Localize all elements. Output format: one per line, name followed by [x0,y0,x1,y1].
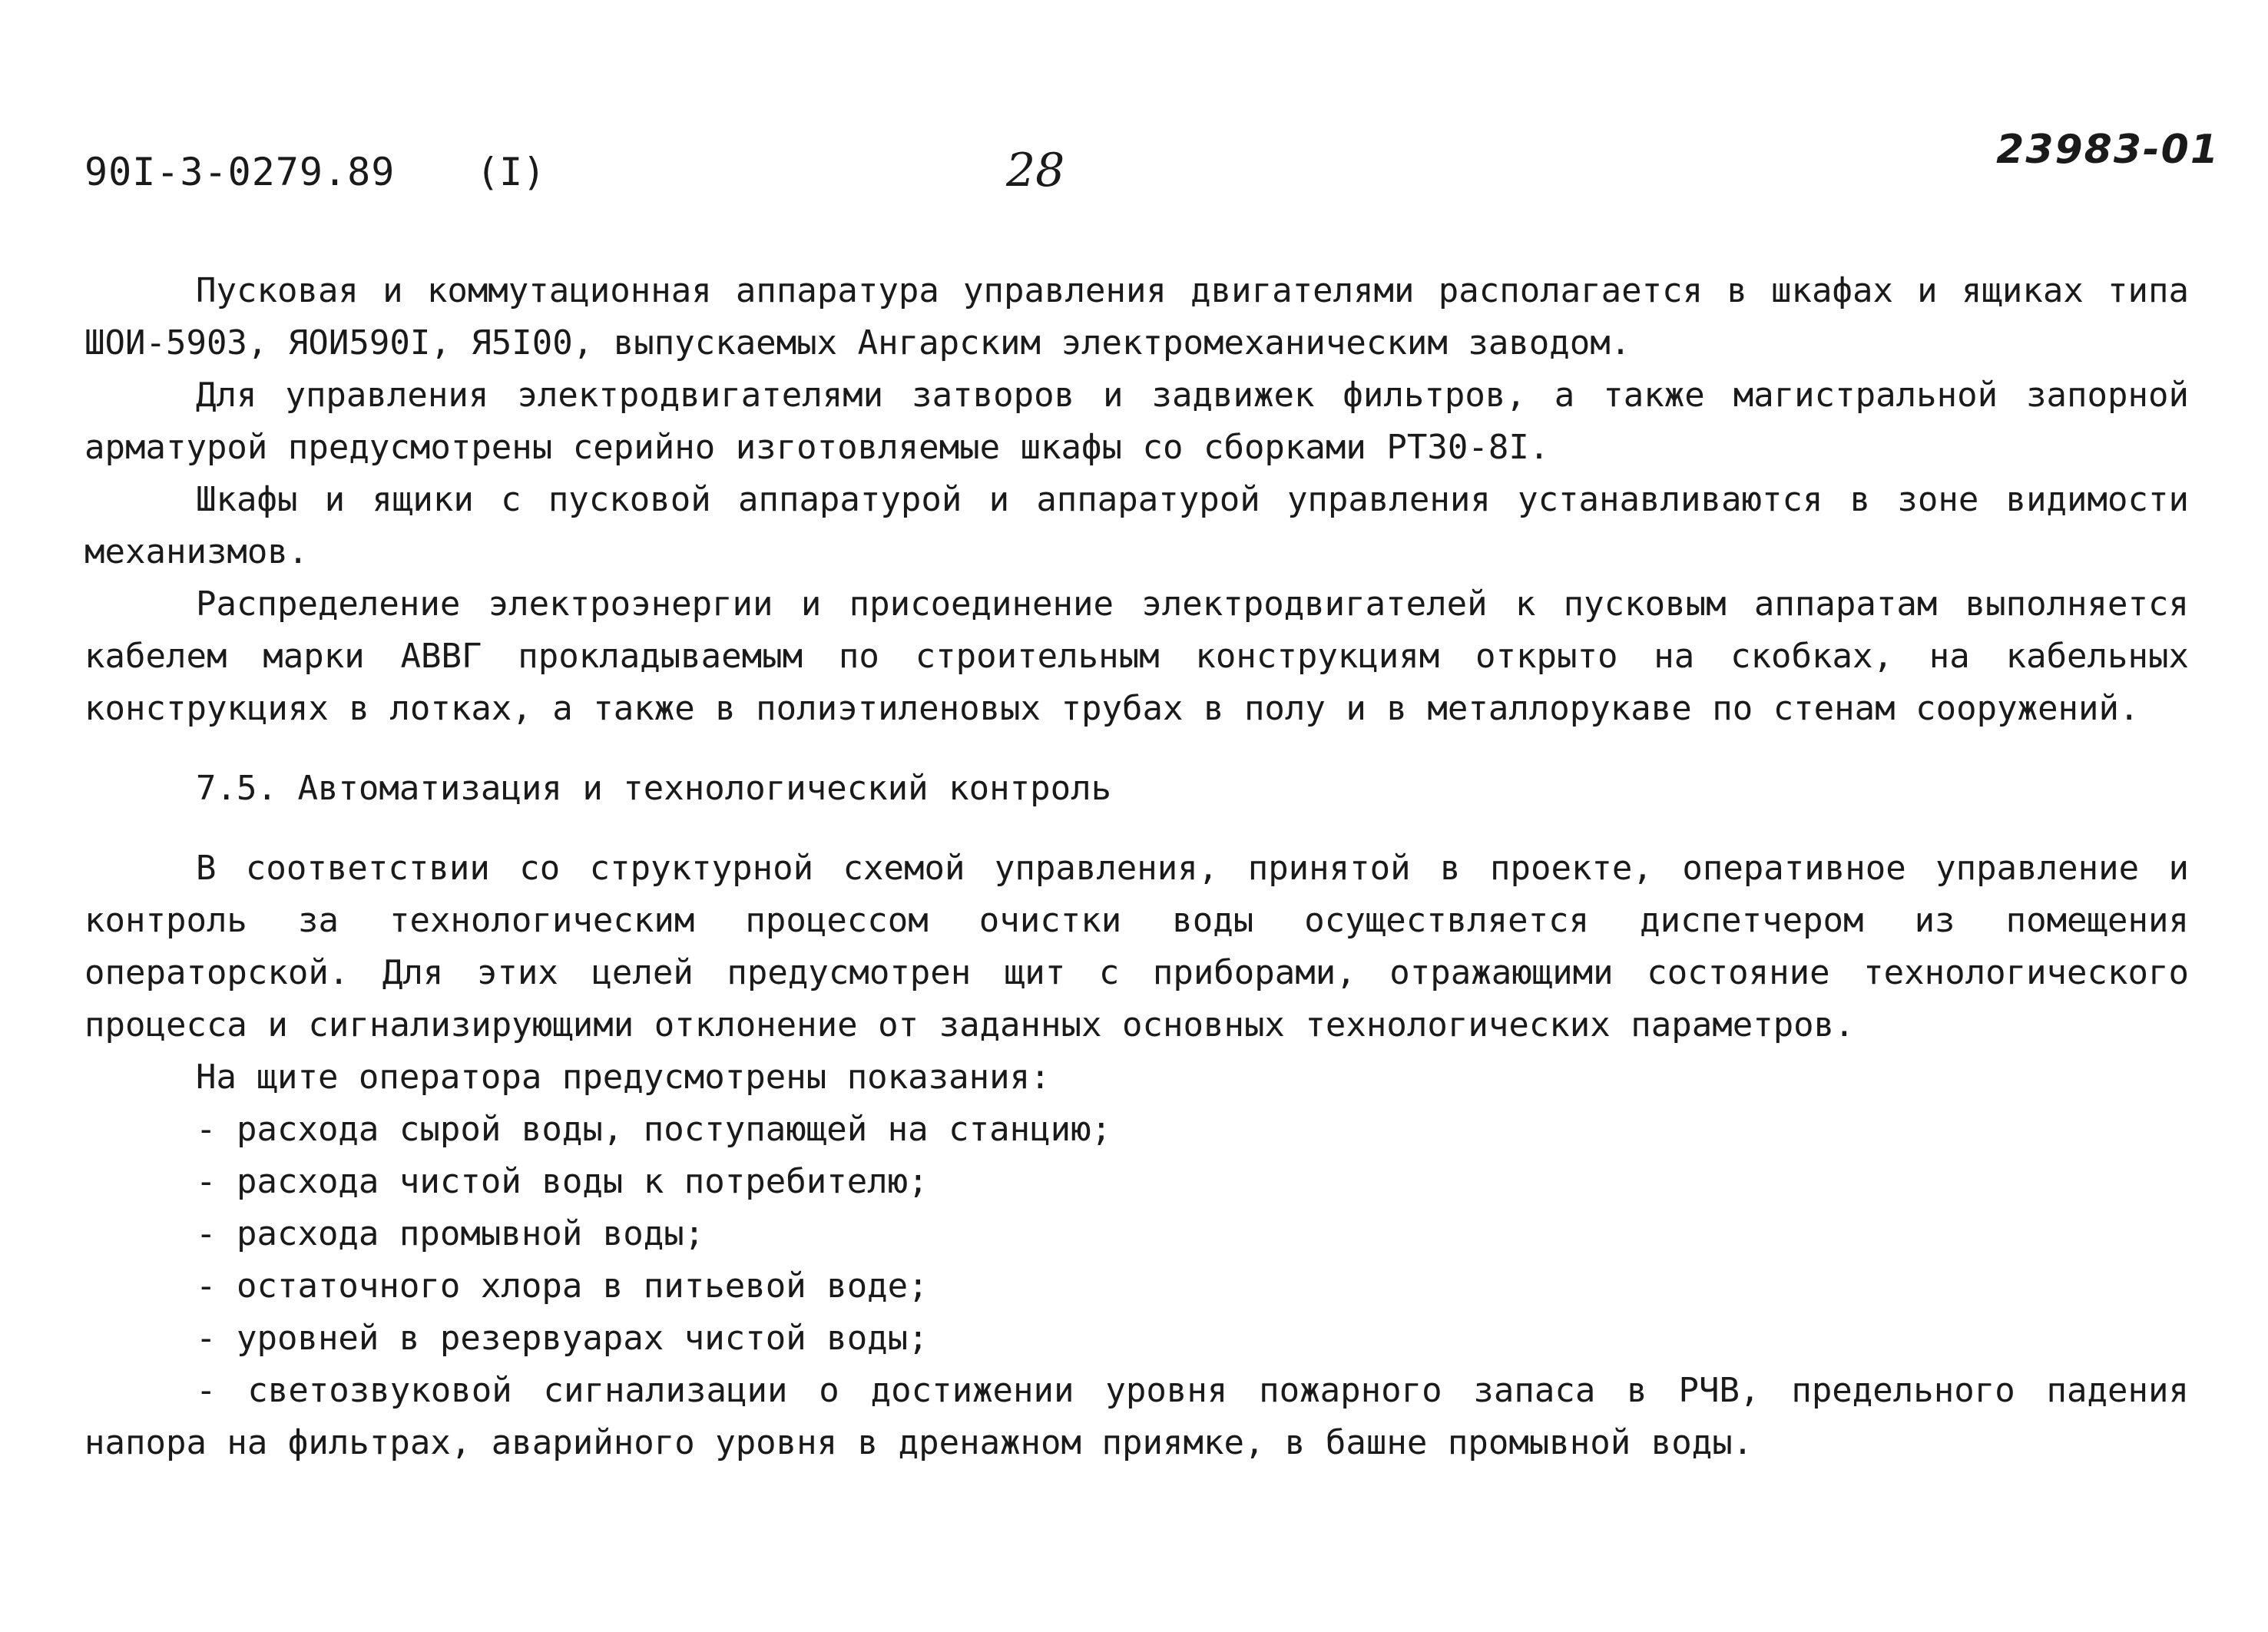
inventory-number: 23983-01 [1996,127,2220,173]
paragraph-automation-intro: В соответствии со структурной схемой управления, принятой в проекте, оперативное управление и контроль за технологическим процессом очистки воды осуществляется диспетчером из помещения операторской. Для этих целей предусмотрен щит с приборами, отражающими состояние технологического процесса и сигнализирующими отклонение от заданных основных технологических параметров. [84,849,2189,1044]
paragraph-power-distribution: Распределение электроэнергии и присоединение электродвигателей к пусковым аппаратам выполняется кабелем марки АВВГ прокладываемым по строительным конструкциям открыто на скобках, на кабельных конструкциях в лотках, а также в полиэтиленовых трубах в полу и в металлорукаве по стенам сооружений. [84,584,2189,728]
list-lead: На щите оператора предусмотрены показания: [196,1058,1051,1097]
section-heading: 7.5. Автоматизация и технологический контроль [196,769,1112,808]
document-code: 90I-3-0279.89 [84,150,396,194]
document-body [84,265,2189,1469]
page-number: 28 [1006,144,1065,197]
paragraph-control-cabinets: Для управления электродвигателями затворов и задвижек фильтров, а также магистральной запорной арматурой предусмотрены серийно изготовляемые шкафы со сборками РТ30-8I. [84,376,2189,467]
paragraph-equipment: Пусковая и коммутационная аппаратура управления двигателями располагается в шкафах и ящиках типа ШОИ-5903, ЯОИ590I, Я5I00, выпускаемых Ангарским электромеханическим заводом. [84,271,2189,362]
list-item: - расхода промывной воды; [196,1214,705,1253]
list-item: - светозвуковой сигнализации о достижении уровня пожарного запаса в РЧВ, предельного падения напора на фильтрах, аварийного уровня в дренажном приямке, в башне промывной воды. [84,1371,2189,1462]
list-item: - уровней в резервуарах чистой воды; [196,1319,929,1358]
page-header [84,127,2220,211]
list-item: - остаточного хлора в питьевой воде; [196,1266,929,1306]
sheet-part: (I) [476,150,546,194]
list-item: - расхода чистой воды к потребителю; [196,1162,929,1201]
paragraph-cabinet-placement: Шкафы и ящики с пусковой аппаратурой и аппаратурой управления устанавливаются в зоне видимости механизмов. [84,480,2189,571]
list-item: - расхода сырой воды, поступающей на станцию; [196,1110,1112,1149]
